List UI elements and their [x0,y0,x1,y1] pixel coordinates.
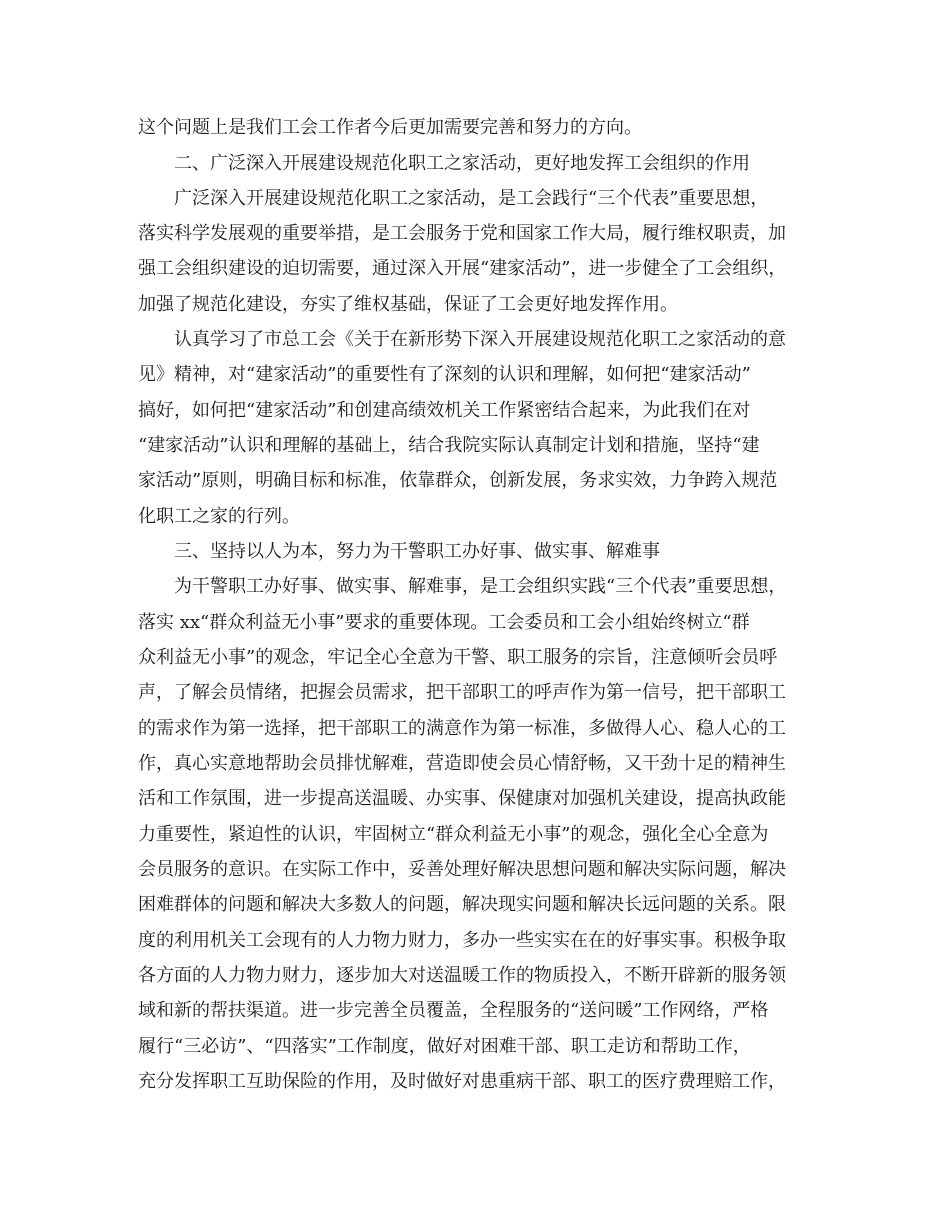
text-line: 声，了解会员情绪，把握会员需求，把干部职工的呼声作为第一信号，把干部职工 [138,682,786,703]
text-line: 度的利用机关工会现有的人力物力财力，多办一些实实在在的好事实事。积极争取 [138,930,786,951]
text-line: 力重要性，紧迫性的认识，牢固树立“群众利益无小事”的观念，强化全心全意为 [138,824,769,845]
text-line: 落实 xx“群众利益无小事”要求的重要体现。工会委员和工会小组始终树立“群 [138,612,750,633]
text-line: 化职工之家的行列。 [138,506,300,527]
section-heading: 三、坚持以人为本，努力为干警职工办好事、做实事、解难事 [174,541,660,562]
text-line: 各方面的人力物力财力，逐步加大对送温暖工作的物质投入，不断开辟新的服务领 [138,965,786,986]
text-line: 这个问题上是我们工会工作者今后更加需要完善和努力的方向。 [138,117,642,138]
text-line: 充分发挥职工互助保险的作用，及时做好对患重病干部、职工的医疗费理赔工作， [138,1071,786,1092]
text-line: 家活动”原则，明确目标和标准，依靠群众，创新发展，务求实效，力争跨入规范 [138,470,778,491]
text-line: 众利益无小事”的观念，牢记全心全意为干警、职工服务的宗旨，注意倾听会员呼 [138,647,778,668]
text-line: 强工会组织建设的迫切需要，通过深入开展“建家活动”，进一步健全了工会组织， [138,258,787,279]
text-line: 搞好，如何把“建家活动”和创建高绩效机关工作紧密结合起来，为此我们在对 [138,400,751,421]
text-line: 广泛深入开展建设规范化职工之家活动，是工会践行“三个代表”重要思想， [174,188,769,209]
text-line: 履行“三必访”、“四落实”工作制度，做好对困难干部、职工走访和帮助工作， [138,1036,751,1057]
text-line: 的需求作为第一选择，把干部职工的满意作为第一标准，多做得人心、稳人心的工 [138,718,786,739]
text-line: 会员服务的意识。在实际工作中，妥善处理好解决思想问题和解决实际问题，解决 [138,859,786,880]
text-line: 落实科学发展观的重要举措，是工会服务于党和国家工作大局，履行维权职责，加 [138,223,786,244]
text-line: 加强了规范化建设，夯实了维权基础，保证了工会更好地发挥作用。 [138,294,678,315]
text-line: 域和新的帮扶渠道。进一步完善全员覆盖，全程服务的“送问暖”工作网络，严格 [138,1000,769,1021]
text-line: 为干警职工办好事、做实事、解难事，是工会组织实践“三个代表”重要思想， [174,576,787,597]
text-line: 认真学习了市总工会《关于在新形势下深入开展建设规范化职工之家活动的意 [174,329,786,350]
text-line: “建家活动”认识和理解的基础上，结合我院实际认真制定计划和措施，坚持“建 [138,435,760,456]
text-line: 见》精神，对“建家活动”的重要性有了深刻的认识和理解，如何把“建家活动” [138,364,751,385]
text-line: 作，真心实意地帮助会员排忧解难，营造即使会员心情舒畅，又干劲十足的精神生 [138,753,786,774]
text-line: 活和工作氛围，进一步提高送温暖、办实事、保健康对加强机关建设，提高执政能 [138,788,786,809]
section-heading: 二、广泛深入开展建设规范化职工之家活动，更好地发挥工会组织的作用 [174,153,750,174]
text-line: 困难群体的问题和解决大多数人的问题，解决现实问题和解决长远问题的关系。限 [138,894,786,915]
